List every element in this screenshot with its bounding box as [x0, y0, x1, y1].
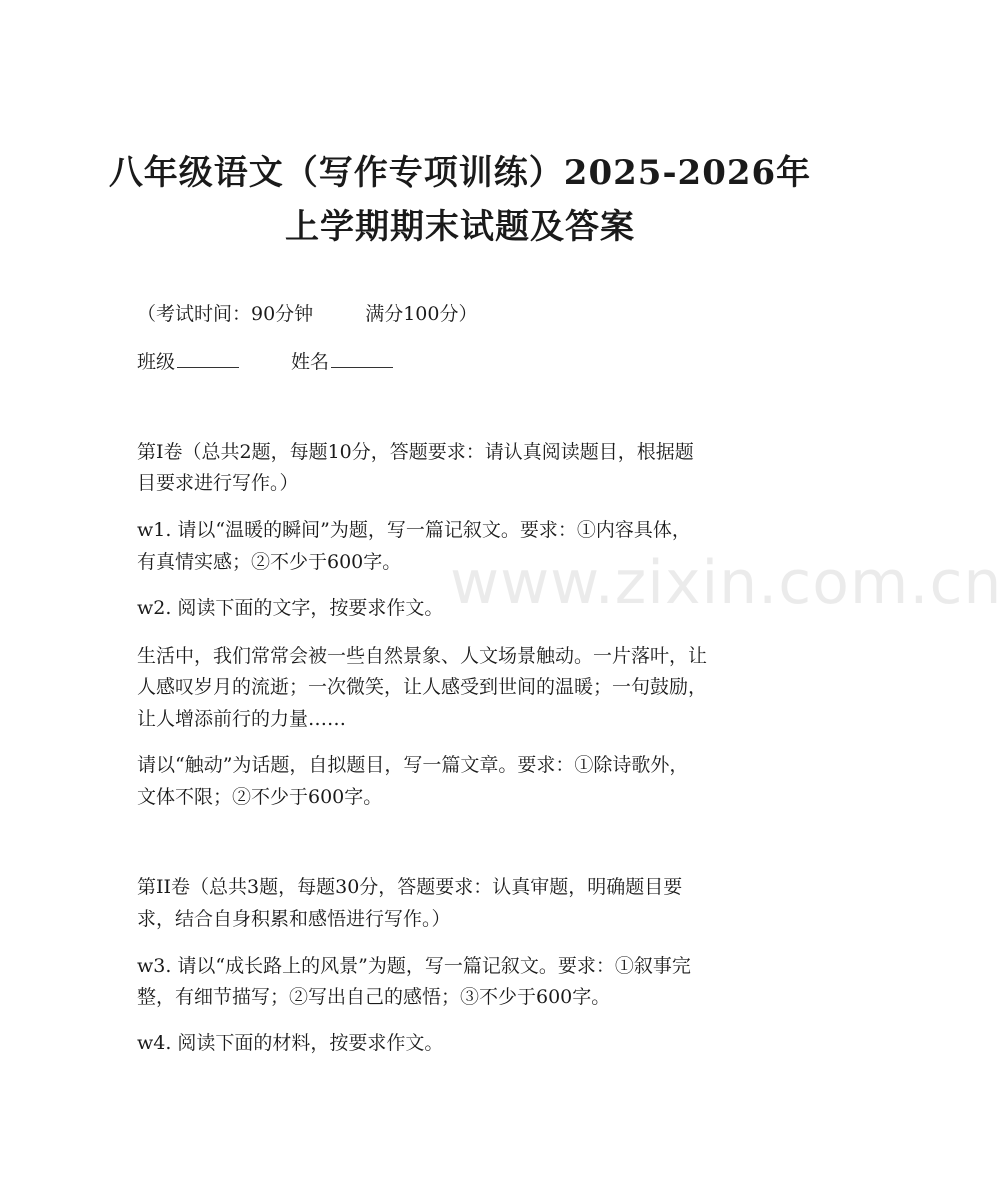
question-2-material-2: 人感叹岁月的流逝；一次微笑，让人感受到世间的温暖；一句鼓励，	[137, 676, 708, 698]
name-blank[interactable]	[331, 347, 393, 368]
exam-time-score	[137, 298, 797, 331]
question-2-requirement-2: 文体不限；②不少于600字。	[137, 786, 383, 808]
name-label: 姓名	[291, 351, 330, 373]
question-1-line-2: 有真情实感；②不少于600字。	[137, 551, 402, 573]
page-title-line-2: 上学期期末试题及答案	[285, 207, 635, 247]
student-info-row	[137, 346, 797, 379]
question-4-line-1: w4. 阅读下面的材料，按要求作文。	[137, 1032, 444, 1054]
part1-intro-2: 目要求进行写作。）	[137, 472, 299, 494]
question-1-line-1: w1. 请以“温暖的瞬间”为题，写一篇记叙文。要求：①内容具体，	[137, 519, 691, 541]
question-2-line-1: w2. 阅读下面的文字，按要求作文。	[137, 597, 444, 619]
class-blank[interactable]	[177, 347, 239, 368]
question-2-requirement-1: 请以“触动”为话题，自拟题目，写一篇文章。要求：①除诗歌外，	[137, 754, 689, 776]
part1-intro-1: 第I卷（总共2题，每题10分，答题要求：请认真阅读题目，根据题	[137, 441, 694, 463]
question-2-material-1: 生活中，我们常常会被一些自然景象、人文场景触动。一片落叶，让	[137, 645, 708, 667]
question-3-line-2: 整，有细节描写；②写出自己的感悟；③不少于600字。	[137, 986, 611, 1008]
exam-full-score: 满分100分）	[365, 303, 478, 325]
class-label: 班级	[137, 351, 176, 373]
page-title-line-1: 八年级语文（写作专项训练）2025-2026年	[108, 153, 812, 193]
part2-intro-2: 求，结合自身积累和感悟进行写作。）	[137, 908, 451, 930]
part2-intro-1: 第II卷（总共3题，每题30分，答题要求：认真审题，明确题目要	[137, 876, 683, 898]
question-3-line-1: w3. 请以“成长路上的风景”为题，写一篇记叙文。要求：①叙事完	[137, 955, 691, 977]
exam-time: （考试时间：90分钟	[137, 303, 314, 325]
watermark: www.zixin.com.cn	[450, 548, 1002, 618]
question-2-material-3: 让人增添前行的力量……	[137, 708, 347, 730]
